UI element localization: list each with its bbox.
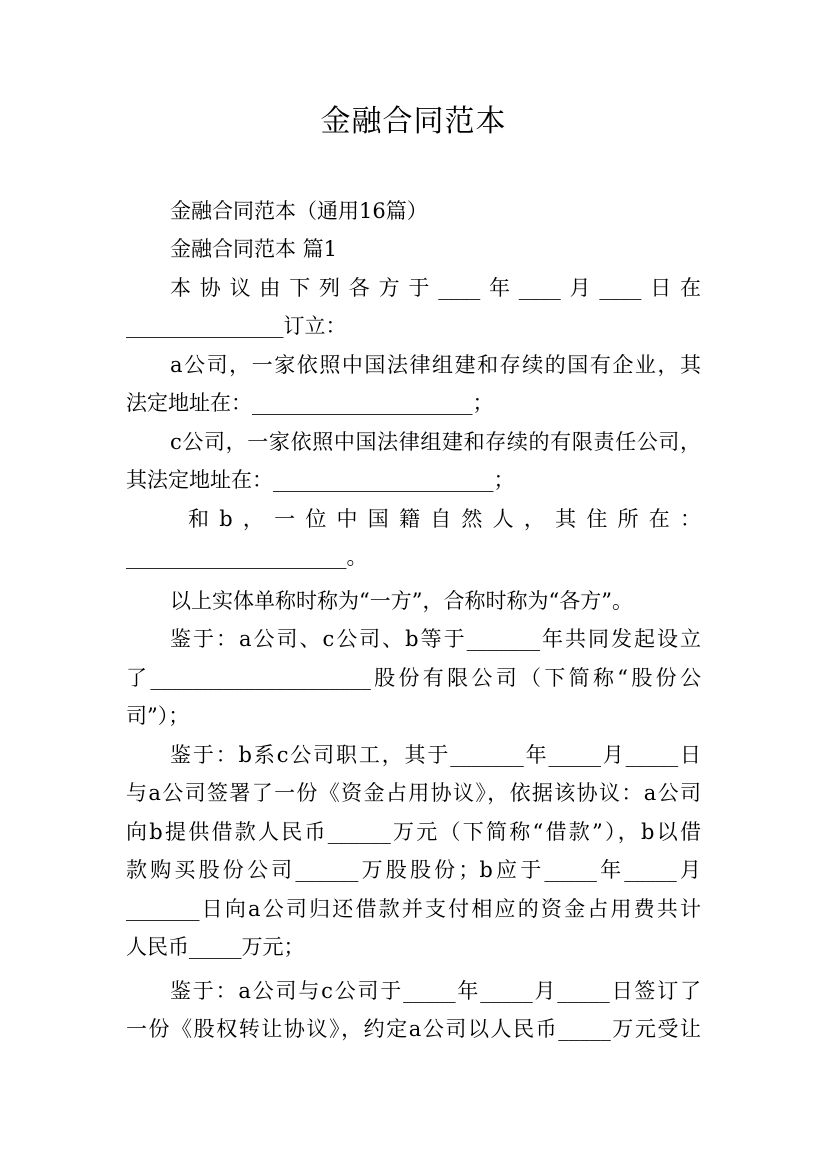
paragraph-line: _____________________。	[126, 545, 368, 569]
paragraph-line: 以上实体单称时称为“一方”，合称时称为“各方”。	[170, 589, 633, 613]
paragraph-line: 司”）；	[126, 704, 190, 728]
paragraph-line: 人民币_____万元；	[126, 935, 305, 959]
paragraph-line: _______________订立：	[126, 314, 347, 338]
section-heading: 金融合同范本 篇1	[170, 237, 338, 261]
paragraph-line: 法定地址在：_____________________；	[126, 391, 494, 415]
document-title: 金融合同范本	[320, 104, 507, 139]
paragraph-line: 向b提供借款人民币______万元（下简称“借款”），b以借	[126, 820, 701, 844]
paragraph-line: a公司，一家依照中国法律组建和存续的国有企业，其	[170, 353, 701, 377]
paragraph-line: 本协议由下列各方于____年____月____日在	[170, 276, 701, 300]
paragraph-line: c公司，一家依照中国法律组建和存续的有限责任公司，	[170, 430, 701, 454]
paragraph-line: 其法定地址在：_____________________；	[126, 468, 515, 492]
paragraph-line: 鉴于：b系c公司职工，其于_______年_____月_____日	[170, 743, 701, 767]
paragraph-line: 一份《股权转让协议》，约定a公司以人民币_____万元受让	[126, 1017, 701, 1041]
paragraph-line: 鉴于：a公司、c公司、b等于_______年共同发起设立	[170, 627, 701, 651]
paragraph-line: 和b，一位中国籍自然人，其住所在：	[188, 507, 701, 531]
document-subtitle: 金融合同范本（通用16篇）	[170, 199, 428, 223]
paragraph-line: 款购买股份公司______万股股份；b应于_____年_____月	[126, 858, 701, 882]
paragraph-line: 与a公司签署了一份《资金占用协议》，依据该协议：a公司	[126, 781, 701, 805]
paragraph-line: 了_____________________股份有限公司（下简称“股份公	[126, 666, 701, 690]
paragraph-line: 鉴于：a公司与c公司于_____年_____月_____日签订了	[170, 979, 701, 1003]
paragraph-line: _______日向a公司归还借款并支付相应的资金占用费共计	[126, 897, 701, 921]
